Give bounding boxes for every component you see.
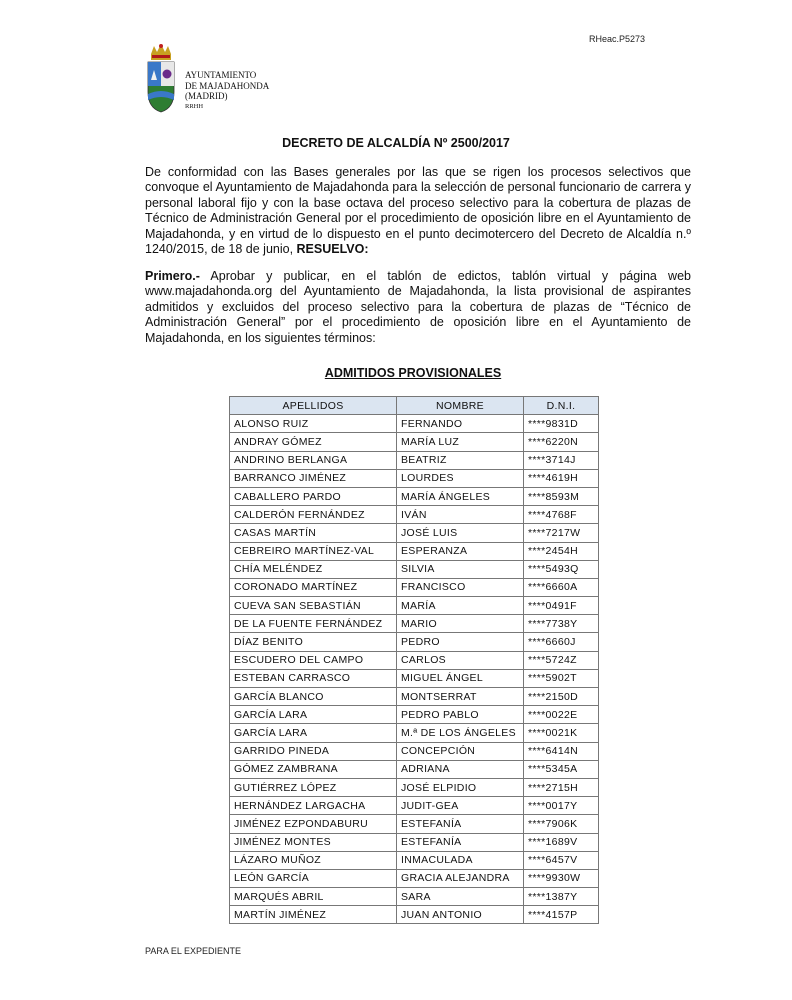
cell-surnames: MARTÍN JIMÉNEZ	[230, 906, 397, 924]
cell-surnames: ALONSO RUIZ	[230, 415, 397, 433]
cell-surnames: GARRIDO PINEDA	[230, 742, 397, 760]
cell-dni: ****7906K	[524, 815, 599, 833]
cell-dni: ****0491F	[524, 597, 599, 615]
cell-dni: ****1689V	[524, 833, 599, 851]
table-row	[230, 651, 599, 669]
org-department-line: RRHH	[185, 102, 204, 110]
primero-text: Aprobar y publicar, en el tablón de edictos, tablón virtual y página web www.majadahonda.org del Ayuntamiento de Majadahonda, la lista provisional de aspirantes admitidos y excluidos del proceso selectivo para la cobertura de plazas de “Técnico de Administración General” por el procedimiento de oposición libre en el Ayuntamiento de Majadahonda, en los siguientes términos:	[145, 269, 691, 345]
cell-dni: ****2715H	[524, 778, 599, 796]
cell-name: LOURDES	[397, 469, 524, 487]
table-row	[230, 906, 599, 924]
table-row	[230, 706, 599, 724]
table-row	[230, 669, 599, 687]
table-row	[230, 742, 599, 760]
org-name-line: AYUNTAMIENTO	[185, 70, 257, 80]
cell-dni: ****6220N	[524, 433, 599, 451]
cell-name: INMACULADA	[397, 851, 524, 869]
intro-text: De conformidad con las Bases generales por las que se rigen los procesos selectivos que convoque el Ayuntamiento de Majadahonda para la selección de personal funcionario de carrera y personal laboral fijo y con la base octava del proceso selectivo para la cobertura de plazas de Técnico de Administración General por el procedimiento de oposición libre en el Ayuntamiento de Majadahonda, y en virtud de lo dispuesto en el punto decimotercero del Decreto de Alcaldía n.º 1240/2015, de 18 de junio,	[145, 165, 691, 257]
cell-dni: ****5493Q	[524, 560, 599, 578]
cell-dni: ****9930W	[524, 869, 599, 887]
cell-dni: ****0022E	[524, 706, 599, 724]
cell-dni: ****0017Y	[524, 797, 599, 815]
cell-surnames: JIMÉNEZ EZPONDABURU	[230, 815, 397, 833]
cell-surnames: HERNÁNDEZ LARGACHA	[230, 797, 397, 815]
cell-surnames: ANDRAY GÓMEZ	[230, 433, 397, 451]
cell-dni: ****2150D	[524, 688, 599, 706]
cell-name: CARLOS	[397, 651, 524, 669]
table-row	[230, 542, 599, 560]
cell-dni: ****6660J	[524, 633, 599, 651]
cell-name: MARÍA	[397, 597, 524, 615]
cell-surnames: ESTEBAN CARRASCO	[230, 669, 397, 687]
table-row	[230, 433, 599, 451]
cell-name: PEDRO	[397, 633, 524, 651]
table-row	[230, 633, 599, 651]
municipal-coat-of-arms-icon	[145, 44, 177, 114]
cell-surnames: GUTIÉRREZ LÓPEZ	[230, 778, 397, 796]
primero-paragraph	[145, 269, 691, 346]
cell-name: FERNANDO	[397, 415, 524, 433]
cell-surnames: CALDERÓN FERNÁNDEZ	[230, 506, 397, 524]
decree-title: DECRETO DE ALCALDÍA Nº 2500/2017	[282, 136, 510, 150]
table-row	[230, 778, 599, 796]
column-header-surnames: APELLIDOS	[230, 397, 397, 415]
table-row	[230, 469, 599, 487]
table-row	[230, 851, 599, 869]
intro-paragraph	[145, 165, 691, 257]
cell-surnames: DE LA FUENTE FERNÁNDEZ	[230, 615, 397, 633]
cell-dni: ****6457V	[524, 851, 599, 869]
cell-surnames: CUEVA SAN SEBASTIÁN	[230, 597, 397, 615]
table-row	[230, 688, 599, 706]
cell-surnames: JIMÉNEZ MONTES	[230, 833, 397, 851]
cell-name: M.ª DE LOS ÁNGELES	[397, 724, 524, 742]
cell-dni: ****8593M	[524, 487, 599, 505]
table-row	[230, 506, 599, 524]
cell-dni: ****0021K	[524, 724, 599, 742]
cell-surnames: MARQUÉS ABRIL	[230, 888, 397, 906]
cell-surnames: ANDRINO BERLANGA	[230, 451, 397, 469]
cell-name: MARÍA ÁNGELES	[397, 487, 524, 505]
table-row	[230, 724, 599, 742]
column-header-dni: D.N.I.	[524, 397, 599, 415]
cell-name: JOSÉ LUIS	[397, 524, 524, 542]
cell-name: JUAN ANTONIO	[397, 906, 524, 924]
cell-name: ESPERANZA	[397, 542, 524, 560]
intro-resolution: RESUELVO:	[296, 242, 369, 257]
cell-name: ESTEFANÍA	[397, 833, 524, 851]
cell-surnames: GARCÍA LARA	[230, 724, 397, 742]
cell-name: MARÍA LUZ	[397, 433, 524, 451]
table-row	[230, 869, 599, 887]
table-row	[230, 415, 599, 433]
table-row	[230, 833, 599, 851]
cell-name: CONCEPCIÓN	[397, 742, 524, 760]
page-footer: PARA EL EXPEDIENTE	[145, 946, 242, 956]
organization-header	[185, 70, 269, 112]
cell-name: ESTEFANÍA	[397, 815, 524, 833]
cell-name: SILVIA	[397, 560, 524, 578]
cell-name: MARIO	[397, 615, 524, 633]
document-reference: RHeac.P5273	[589, 34, 646, 44]
table-row	[230, 578, 599, 596]
cell-surnames: DÍAZ BENITO	[230, 633, 397, 651]
cell-surnames: CASAS MARTÍN	[230, 524, 397, 542]
cell-surnames: CABALLERO PARDO	[230, 487, 397, 505]
cell-name: BEATRIZ	[397, 451, 524, 469]
cell-dni: ****6660A	[524, 578, 599, 596]
cell-surnames: LÁZARO MUÑOZ	[230, 851, 397, 869]
cell-name: MIGUEL ÁNGEL	[397, 669, 524, 687]
cell-surnames: CEBREIRO MARTÍNEZ-VAL	[230, 542, 397, 560]
cell-dni: ****3714J	[524, 451, 599, 469]
section-subtitle: ADMITIDOS PROVISIONALES	[324, 366, 502, 380]
cell-name: GRACIA ALEJANDRA	[397, 869, 524, 887]
cell-dni: ****7217W	[524, 524, 599, 542]
cell-dni: ****9831D	[524, 415, 599, 433]
cell-name: IVÁN	[397, 506, 524, 524]
cell-surnames: CORONADO MARTÍNEZ	[230, 578, 397, 596]
org-name-line: DE MAJADAHONDA	[185, 80, 270, 91]
table-row	[230, 487, 599, 505]
cell-surnames: GARCÍA LARA	[230, 706, 397, 724]
table-row	[230, 451, 599, 469]
cell-surnames: GARCÍA BLANCO	[230, 688, 397, 706]
cell-dni: ****4768F	[524, 506, 599, 524]
cell-dni: ****5345A	[524, 760, 599, 778]
cell-name: JUDIT-GEA	[397, 797, 524, 815]
cell-name: JOSÉ ELPIDIO	[397, 778, 524, 796]
cell-surnames: CHÍA MELÉNDEZ	[230, 560, 397, 578]
table-row	[230, 560, 599, 578]
cell-name: ADRIANA	[397, 760, 524, 778]
table-row	[230, 815, 599, 833]
primero-label: Primero.-	[145, 269, 200, 283]
cell-surnames: ESCUDERO DEL CAMPO	[230, 651, 397, 669]
table-row	[230, 888, 599, 906]
admitted-applicants-table	[229, 396, 599, 924]
table-row	[230, 797, 599, 815]
cell-name: MONTSERRAT	[397, 688, 524, 706]
cell-dni: ****4619H	[524, 469, 599, 487]
cell-dni: ****5902T	[524, 669, 599, 687]
cell-name: SARA	[397, 888, 524, 906]
cell-dni: ****4157P	[524, 906, 599, 924]
cell-surnames: BARRANCO JIMÉNEZ	[230, 469, 397, 487]
cell-dni: ****2454H	[524, 542, 599, 560]
cell-name: PEDRO PABLO	[397, 706, 524, 724]
cell-dni: ****7738Y	[524, 615, 599, 633]
cell-dni: ****1387Y	[524, 888, 599, 906]
cell-name: FRANCISCO	[397, 578, 524, 596]
column-header-name: NOMBRE	[397, 397, 524, 415]
table-row	[230, 597, 599, 615]
cell-dni: ****5724Z	[524, 651, 599, 669]
cell-surnames: GÓMEZ ZAMBRANA	[230, 760, 397, 778]
cell-surnames: LEÓN GARCÍA	[230, 869, 397, 887]
table-row	[230, 760, 599, 778]
table-row	[230, 524, 599, 542]
table-header-row	[230, 397, 599, 415]
table-row	[230, 615, 599, 633]
org-location-line: (MADRID)	[185, 91, 228, 101]
cell-dni: ****6414N	[524, 742, 599, 760]
